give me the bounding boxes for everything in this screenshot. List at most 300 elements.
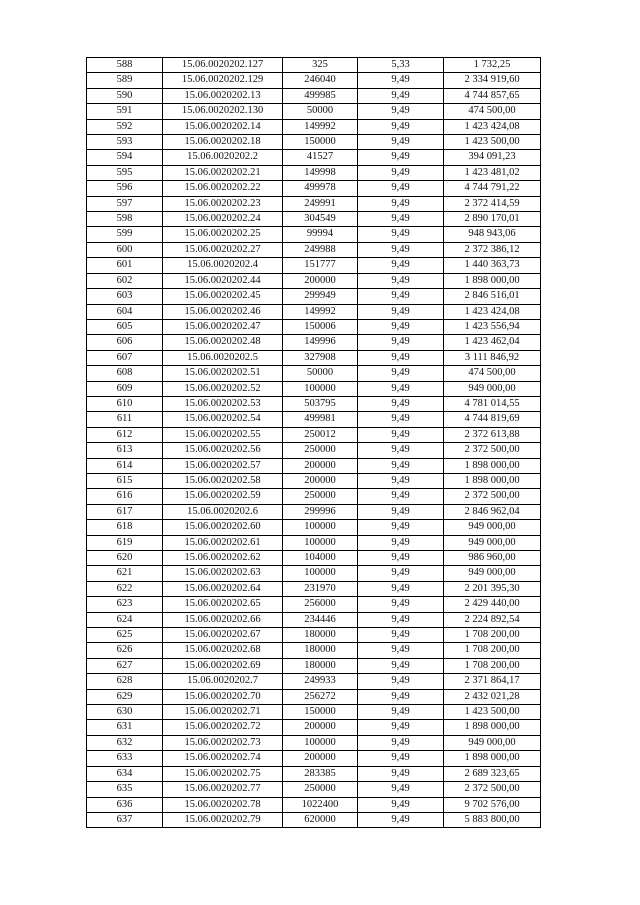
table-row xyxy=(87,473,541,488)
table-row xyxy=(87,443,541,458)
row-number-cell: 629 xyxy=(87,689,163,704)
quantity-cell: 100000 xyxy=(283,566,358,581)
quantity-cell: 149998 xyxy=(283,165,358,180)
account-code-cell: 15.06.0020202.75 xyxy=(163,766,283,781)
row-number-cell: 597 xyxy=(87,196,163,211)
rate-cell: 9,49 xyxy=(358,319,444,334)
row-number-cell: 626 xyxy=(87,643,163,658)
account-code-cell: 15.06.0020202.51 xyxy=(163,366,283,381)
rate-cell: 9,49 xyxy=(358,643,444,658)
row-number-cell: 632 xyxy=(87,735,163,750)
account-code-cell: 15.06.0020202.23 xyxy=(163,196,283,211)
row-number-cell: 598 xyxy=(87,212,163,227)
row-number-cell: 619 xyxy=(87,535,163,550)
account-code-cell: 15.06.0020202.7 xyxy=(163,674,283,689)
account-code-cell: 15.06.0020202.73 xyxy=(163,735,283,750)
rate-cell: 9,49 xyxy=(358,335,444,350)
rate-cell: 9,49 xyxy=(358,705,444,720)
rate-cell: 9,49 xyxy=(358,489,444,504)
table-row xyxy=(87,212,541,227)
amount-cell: 1 423 424,08 xyxy=(444,304,541,319)
amount-cell: 2 372 414,59 xyxy=(444,196,541,211)
registry-table-body xyxy=(87,58,541,828)
table-row xyxy=(87,751,541,766)
table-row xyxy=(87,782,541,797)
account-code-cell: 15.06.0020202.27 xyxy=(163,242,283,257)
rate-cell: 9,49 xyxy=(358,735,444,750)
rate-cell: 9,49 xyxy=(358,165,444,180)
account-code-cell: 15.06.0020202.13 xyxy=(163,88,283,103)
account-code-cell: 15.06.0020202.52 xyxy=(163,381,283,396)
account-code-cell: 15.06.0020202.66 xyxy=(163,612,283,627)
table-row xyxy=(87,581,541,596)
quantity-cell: 299996 xyxy=(283,504,358,519)
row-number-cell: 624 xyxy=(87,612,163,627)
row-number-cell: 615 xyxy=(87,473,163,488)
row-number-cell: 634 xyxy=(87,766,163,781)
row-number-cell: 604 xyxy=(87,304,163,319)
row-number-cell: 593 xyxy=(87,135,163,150)
amount-cell: 1 423 424,08 xyxy=(444,119,541,134)
rate-cell: 9,49 xyxy=(358,196,444,211)
table-row xyxy=(87,535,541,550)
table-row xyxy=(87,58,541,73)
quantity-cell: 200000 xyxy=(283,473,358,488)
quantity-cell: 246040 xyxy=(283,73,358,88)
rate-cell: 9,49 xyxy=(358,504,444,519)
table-row xyxy=(87,812,541,827)
row-number-cell: 627 xyxy=(87,658,163,673)
table-row xyxy=(87,181,541,196)
row-number-cell: 637 xyxy=(87,812,163,827)
amount-cell: 5 883 800,00 xyxy=(444,812,541,827)
account-code-cell: 15.06.0020202.54 xyxy=(163,412,283,427)
account-code-cell: 15.06.0020202.48 xyxy=(163,335,283,350)
rate-cell: 9,49 xyxy=(358,104,444,119)
table-row xyxy=(87,242,541,257)
amount-cell: 2 224 892,54 xyxy=(444,612,541,627)
table-row xyxy=(87,412,541,427)
quantity-cell: 150000 xyxy=(283,135,358,150)
row-number-cell: 633 xyxy=(87,751,163,766)
quantity-cell: 180000 xyxy=(283,628,358,643)
amount-cell: 1 898 000,00 xyxy=(444,720,541,735)
amount-cell: 949 000,00 xyxy=(444,735,541,750)
account-code-cell: 15.06.0020202.55 xyxy=(163,427,283,442)
rate-cell: 9,49 xyxy=(358,88,444,103)
row-number-cell: 591 xyxy=(87,104,163,119)
quantity-cell: 99994 xyxy=(283,227,358,242)
amount-cell: 1 708 200,00 xyxy=(444,628,541,643)
quantity-cell: 327908 xyxy=(283,350,358,365)
table-row xyxy=(87,73,541,88)
table-row xyxy=(87,258,541,273)
quantity-cell: 104000 xyxy=(283,551,358,566)
quantity-cell: 50000 xyxy=(283,104,358,119)
amount-cell: 2 846 516,01 xyxy=(444,289,541,304)
quantity-cell: 180000 xyxy=(283,643,358,658)
quantity-cell: 100000 xyxy=(283,381,358,396)
account-code-cell: 15.06.0020202.78 xyxy=(163,797,283,812)
rate-cell: 9,49 xyxy=(358,443,444,458)
amount-cell: 986 960,00 xyxy=(444,551,541,566)
table-row xyxy=(87,396,541,411)
account-code-cell: 15.06.0020202.72 xyxy=(163,720,283,735)
amount-cell: 2 372 613,88 xyxy=(444,427,541,442)
quantity-cell: 149992 xyxy=(283,304,358,319)
row-number-cell: 601 xyxy=(87,258,163,273)
amount-cell: 4 781 014,55 xyxy=(444,396,541,411)
amount-cell: 474 500,00 xyxy=(444,366,541,381)
amount-cell: 2 689 323,65 xyxy=(444,766,541,781)
quantity-cell: 200000 xyxy=(283,273,358,288)
row-number-cell: 618 xyxy=(87,520,163,535)
account-code-cell: 15.06.0020202.130 xyxy=(163,104,283,119)
rate-cell: 5,33 xyxy=(358,58,444,73)
table-row xyxy=(87,720,541,735)
row-number-cell: 603 xyxy=(87,289,163,304)
table-row xyxy=(87,104,541,119)
account-code-cell: 15.06.0020202.69 xyxy=(163,658,283,673)
rate-cell: 9,49 xyxy=(358,551,444,566)
row-number-cell: 631 xyxy=(87,720,163,735)
amount-cell: 2 372 500,00 xyxy=(444,443,541,458)
row-number-cell: 607 xyxy=(87,350,163,365)
quantity-cell: 151777 xyxy=(283,258,358,273)
rate-cell: 9,49 xyxy=(358,366,444,381)
row-number-cell: 596 xyxy=(87,181,163,196)
table-row xyxy=(87,797,541,812)
table-row xyxy=(87,273,541,288)
account-code-cell: 15.06.0020202.46 xyxy=(163,304,283,319)
quantity-cell: 234446 xyxy=(283,612,358,627)
amount-cell: 949 000,00 xyxy=(444,520,541,535)
quantity-cell: 150006 xyxy=(283,319,358,334)
amount-cell: 2 372 500,00 xyxy=(444,782,541,797)
rate-cell: 9,49 xyxy=(358,612,444,627)
rate-cell: 9,49 xyxy=(358,258,444,273)
row-number-cell: 595 xyxy=(87,165,163,180)
table-row xyxy=(87,165,541,180)
quantity-cell: 41527 xyxy=(283,150,358,165)
amount-cell: 949 000,00 xyxy=(444,566,541,581)
amount-cell: 4 744 791,22 xyxy=(444,181,541,196)
rate-cell: 9,49 xyxy=(358,812,444,827)
amount-cell: 1 423 462,04 xyxy=(444,335,541,350)
amount-cell: 1 423 556,94 xyxy=(444,319,541,334)
amount-cell: 4 744 819,69 xyxy=(444,412,541,427)
amount-cell: 9 702 576,00 xyxy=(444,797,541,812)
table-row xyxy=(87,520,541,535)
rate-cell: 9,49 xyxy=(358,212,444,227)
rate-cell: 9,49 xyxy=(358,304,444,319)
quantity-cell: 499978 xyxy=(283,181,358,196)
table-row xyxy=(87,381,541,396)
table-row xyxy=(87,335,541,350)
rate-cell: 9,49 xyxy=(358,581,444,596)
table-row xyxy=(87,427,541,442)
row-number-cell: 628 xyxy=(87,674,163,689)
quantity-cell: 149992 xyxy=(283,119,358,134)
amount-cell: 394 091,23 xyxy=(444,150,541,165)
quantity-cell: 249933 xyxy=(283,674,358,689)
quantity-cell: 256000 xyxy=(283,597,358,612)
rate-cell: 9,49 xyxy=(358,766,444,781)
account-code-cell: 15.06.0020202.5 xyxy=(163,350,283,365)
row-number-cell: 622 xyxy=(87,581,163,596)
table-row xyxy=(87,119,541,134)
account-code-cell: 15.06.0020202.63 xyxy=(163,566,283,581)
row-number-cell: 592 xyxy=(87,119,163,134)
amount-cell: 2 372 386,12 xyxy=(444,242,541,257)
amount-cell: 949 000,00 xyxy=(444,381,541,396)
table-row xyxy=(87,689,541,704)
quantity-cell: 249988 xyxy=(283,242,358,257)
rate-cell: 9,49 xyxy=(358,535,444,550)
amount-cell: 1 423 500,00 xyxy=(444,705,541,720)
amount-cell: 474 500,00 xyxy=(444,104,541,119)
table-row xyxy=(87,150,541,165)
table-row xyxy=(87,489,541,504)
rate-cell: 9,49 xyxy=(358,628,444,643)
account-code-cell: 15.06.0020202.18 xyxy=(163,135,283,150)
row-number-cell: 625 xyxy=(87,628,163,643)
account-code-cell: 15.06.0020202.61 xyxy=(163,535,283,550)
rate-cell: 9,49 xyxy=(358,597,444,612)
row-number-cell: 599 xyxy=(87,227,163,242)
row-number-cell: 590 xyxy=(87,88,163,103)
account-code-cell: 15.06.0020202.21 xyxy=(163,165,283,180)
quantity-cell: 200000 xyxy=(283,458,358,473)
quantity-cell: 1022400 xyxy=(283,797,358,812)
table-row xyxy=(87,658,541,673)
rate-cell: 9,49 xyxy=(358,782,444,797)
rate-cell: 9,49 xyxy=(358,73,444,88)
table-row xyxy=(87,135,541,150)
row-number-cell: 612 xyxy=(87,427,163,442)
amount-cell: 1 708 200,00 xyxy=(444,658,541,673)
account-code-cell: 15.06.0020202.62 xyxy=(163,551,283,566)
quantity-cell: 100000 xyxy=(283,520,358,535)
rate-cell: 9,49 xyxy=(358,720,444,735)
table-row xyxy=(87,289,541,304)
row-number-cell: 594 xyxy=(87,150,163,165)
account-code-cell: 15.06.0020202.24 xyxy=(163,212,283,227)
amount-cell: 2 846 962,04 xyxy=(444,504,541,519)
amount-cell: 2 371 864,17 xyxy=(444,674,541,689)
table-row xyxy=(87,766,541,781)
quantity-cell: 283385 xyxy=(283,766,358,781)
table-row xyxy=(87,350,541,365)
quantity-cell: 50000 xyxy=(283,366,358,381)
rate-cell: 9,49 xyxy=(358,242,444,257)
row-number-cell: 606 xyxy=(87,335,163,350)
amount-cell: 2 372 500,00 xyxy=(444,489,541,504)
amount-cell: 4 744 857,65 xyxy=(444,88,541,103)
amount-cell: 1 732,25 xyxy=(444,58,541,73)
account-code-cell: 15.06.0020202.71 xyxy=(163,705,283,720)
rate-cell: 9,49 xyxy=(358,289,444,304)
table-row xyxy=(87,612,541,627)
quantity-cell: 325 xyxy=(283,58,358,73)
amount-cell: 2 890 170,01 xyxy=(444,212,541,227)
table-row xyxy=(87,366,541,381)
row-number-cell: 600 xyxy=(87,242,163,257)
account-code-cell: 15.06.0020202.70 xyxy=(163,689,283,704)
quantity-cell: 249991 xyxy=(283,196,358,211)
account-code-cell: 15.06.0020202.65 xyxy=(163,597,283,612)
account-code-cell: 15.06.0020202.44 xyxy=(163,273,283,288)
account-code-cell: 15.06.0020202.64 xyxy=(163,581,283,596)
row-number-cell: 623 xyxy=(87,597,163,612)
quantity-cell: 250012 xyxy=(283,427,358,442)
quantity-cell: 299949 xyxy=(283,289,358,304)
quantity-cell: 499985 xyxy=(283,88,358,103)
quantity-cell: 150000 xyxy=(283,705,358,720)
amount-cell: 1 898 000,00 xyxy=(444,273,541,288)
amount-cell: 1 898 000,00 xyxy=(444,473,541,488)
rate-cell: 9,49 xyxy=(358,350,444,365)
amount-cell: 1 708 200,00 xyxy=(444,643,541,658)
quantity-cell: 304549 xyxy=(283,212,358,227)
row-number-cell: 636 xyxy=(87,797,163,812)
rate-cell: 9,49 xyxy=(358,520,444,535)
table-row xyxy=(87,551,541,566)
table-row xyxy=(87,566,541,581)
row-number-cell: 630 xyxy=(87,705,163,720)
row-number-cell: 613 xyxy=(87,443,163,458)
quantity-cell: 256272 xyxy=(283,689,358,704)
rate-cell: 9,49 xyxy=(358,427,444,442)
amount-cell: 2 432 021,28 xyxy=(444,689,541,704)
table-row xyxy=(87,304,541,319)
row-number-cell: 635 xyxy=(87,782,163,797)
rate-cell: 9,49 xyxy=(358,797,444,812)
account-code-cell: 15.06.0020202.25 xyxy=(163,227,283,242)
amount-cell: 948 943,06 xyxy=(444,227,541,242)
quantity-cell: 200000 xyxy=(283,720,358,735)
row-number-cell: 621 xyxy=(87,566,163,581)
account-code-cell: 15.06.0020202.77 xyxy=(163,782,283,797)
table-row xyxy=(87,196,541,211)
table-row xyxy=(87,319,541,334)
amount-cell: 1 423 481,02 xyxy=(444,165,541,180)
account-code-cell: 15.06.0020202.127 xyxy=(163,58,283,73)
quantity-cell: 100000 xyxy=(283,735,358,750)
row-number-cell: 617 xyxy=(87,504,163,519)
row-number-cell: 588 xyxy=(87,58,163,73)
account-code-cell: 15.06.0020202.67 xyxy=(163,628,283,643)
account-code-cell: 15.06.0020202.53 xyxy=(163,396,283,411)
account-code-cell: 15.06.0020202.57 xyxy=(163,458,283,473)
amount-cell: 2 334 919,60 xyxy=(444,73,541,88)
account-code-cell: 15.06.0020202.60 xyxy=(163,520,283,535)
account-code-cell: 15.06.0020202.45 xyxy=(163,289,283,304)
rate-cell: 9,49 xyxy=(358,458,444,473)
row-number-cell: 620 xyxy=(87,551,163,566)
row-number-cell: 609 xyxy=(87,381,163,396)
table-row xyxy=(87,597,541,612)
rate-cell: 9,49 xyxy=(358,181,444,196)
row-number-cell: 610 xyxy=(87,396,163,411)
table-row xyxy=(87,628,541,643)
rate-cell: 9,49 xyxy=(358,412,444,427)
amount-cell: 2 429 440,00 xyxy=(444,597,541,612)
account-code-cell: 15.06.0020202.6 xyxy=(163,504,283,519)
account-code-cell: 15.06.0020202.74 xyxy=(163,751,283,766)
rate-cell: 9,49 xyxy=(358,119,444,134)
table-row xyxy=(87,643,541,658)
quantity-cell: 180000 xyxy=(283,658,358,673)
row-number-cell: 608 xyxy=(87,366,163,381)
quantity-cell: 499981 xyxy=(283,412,358,427)
rate-cell: 9,49 xyxy=(358,381,444,396)
account-code-cell: 15.06.0020202.79 xyxy=(163,812,283,827)
amount-cell: 3 111 846,92 xyxy=(444,350,541,365)
quantity-cell: 250000 xyxy=(283,489,358,504)
quantity-cell: 250000 xyxy=(283,443,358,458)
account-code-cell: 15.06.0020202.47 xyxy=(163,319,283,334)
amount-cell: 1 440 363,73 xyxy=(444,258,541,273)
quantity-cell: 503795 xyxy=(283,396,358,411)
account-code-cell: 15.06.0020202.68 xyxy=(163,643,283,658)
row-number-cell: 602 xyxy=(87,273,163,288)
row-number-cell: 616 xyxy=(87,489,163,504)
rate-cell: 9,49 xyxy=(358,473,444,488)
row-number-cell: 611 xyxy=(87,412,163,427)
quantity-cell: 149996 xyxy=(283,335,358,350)
row-number-cell: 589 xyxy=(87,73,163,88)
rate-cell: 9,49 xyxy=(358,566,444,581)
quantity-cell: 620000 xyxy=(283,812,358,827)
account-code-cell: 15.06.0020202.129 xyxy=(163,73,283,88)
table-row xyxy=(87,735,541,750)
account-code-cell: 15.06.0020202.56 xyxy=(163,443,283,458)
account-code-cell: 15.06.0020202.58 xyxy=(163,473,283,488)
quantity-cell: 100000 xyxy=(283,535,358,550)
rate-cell: 9,49 xyxy=(358,689,444,704)
quantity-cell: 200000 xyxy=(283,751,358,766)
account-code-cell: 15.06.0020202.14 xyxy=(163,119,283,134)
row-number-cell: 614 xyxy=(87,458,163,473)
quantity-cell: 231970 xyxy=(283,581,358,596)
account-code-cell: 15.06.0020202.4 xyxy=(163,258,283,273)
table-row xyxy=(87,705,541,720)
amount-cell: 1 423 500,00 xyxy=(444,135,541,150)
rate-cell: 9,49 xyxy=(358,396,444,411)
registry-table xyxy=(86,57,541,828)
amount-cell: 949 000,00 xyxy=(444,535,541,550)
table-row xyxy=(87,458,541,473)
table-row xyxy=(87,227,541,242)
table-row xyxy=(87,88,541,103)
rate-cell: 9,49 xyxy=(358,273,444,288)
row-number-cell: 605 xyxy=(87,319,163,334)
account-code-cell: 15.06.0020202.59 xyxy=(163,489,283,504)
rate-cell: 9,49 xyxy=(358,135,444,150)
amount-cell: 1 898 000,00 xyxy=(444,751,541,766)
rate-cell: 9,49 xyxy=(358,227,444,242)
account-code-cell: 15.06.0020202.2 xyxy=(163,150,283,165)
quantity-cell: 250000 xyxy=(283,782,358,797)
amount-cell: 1 898 000,00 xyxy=(444,458,541,473)
table-row xyxy=(87,504,541,519)
rate-cell: 9,49 xyxy=(358,674,444,689)
rate-cell: 9,49 xyxy=(358,751,444,766)
amount-cell: 2 201 395,30 xyxy=(444,581,541,596)
rate-cell: 9,49 xyxy=(358,150,444,165)
table-row xyxy=(87,674,541,689)
